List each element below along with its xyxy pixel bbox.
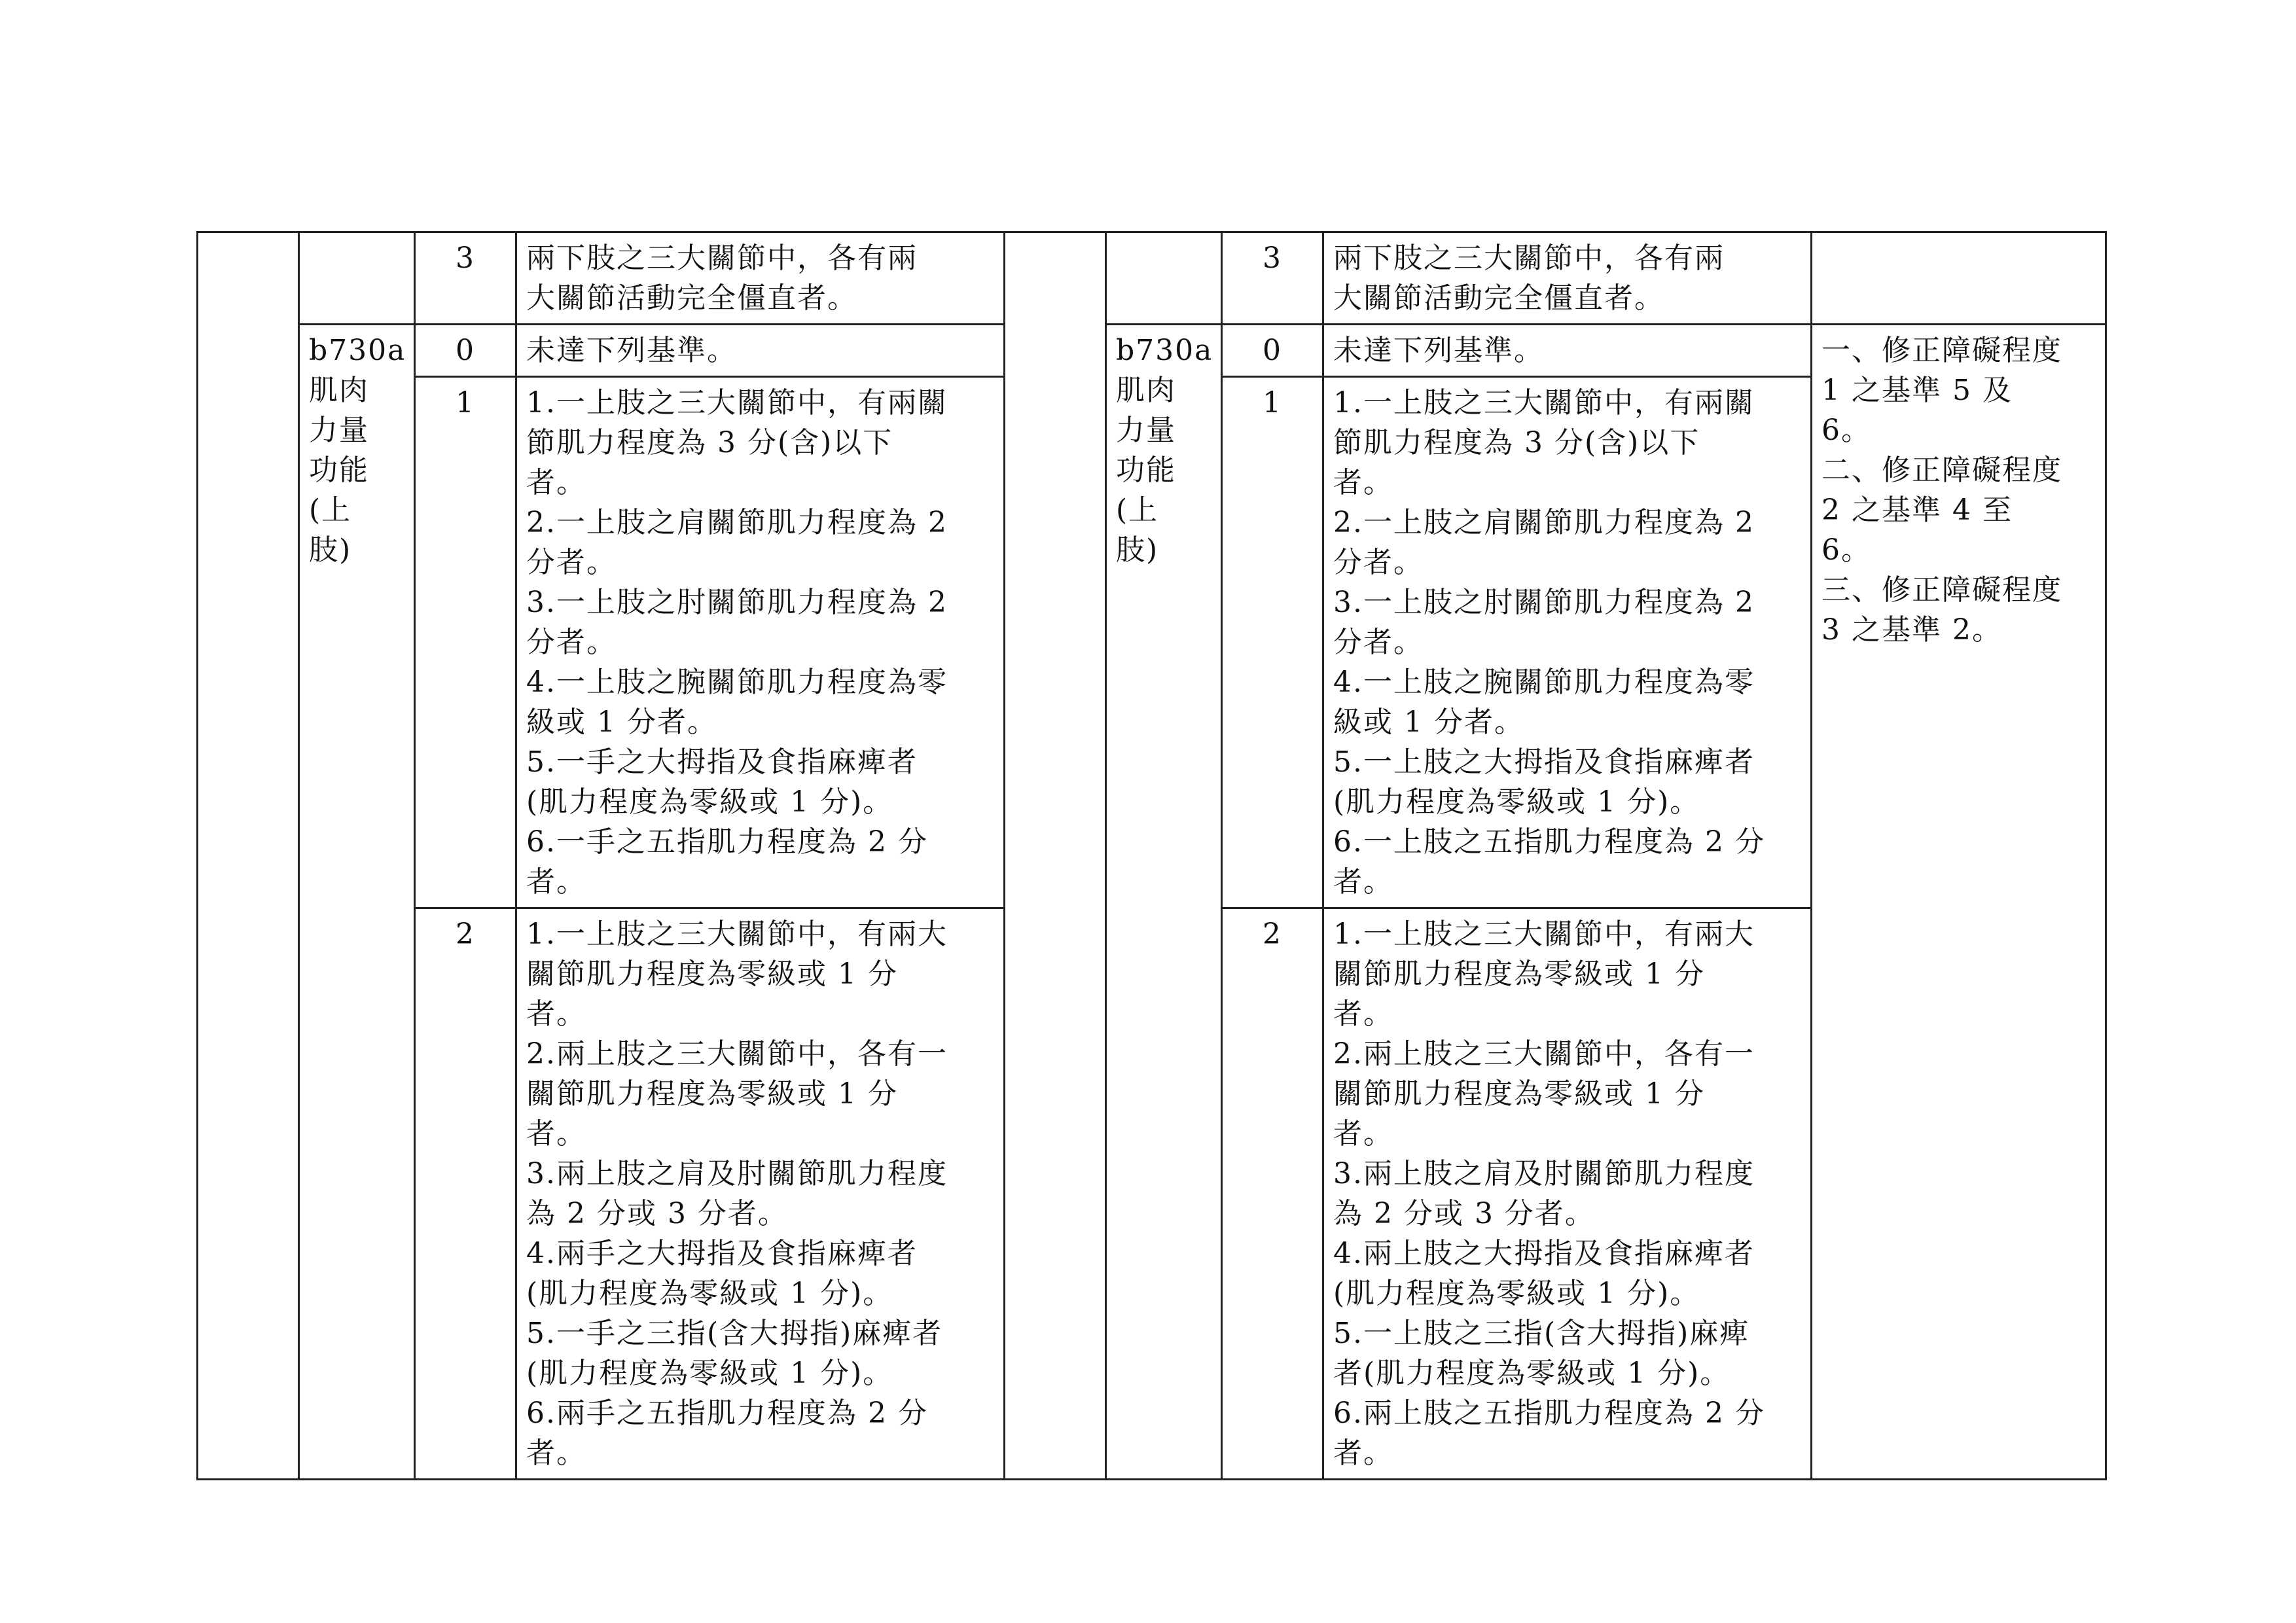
criteria-line: 為 2 分或 3 分者。 (1333, 1197, 1595, 1230)
criteria-line: 者。 (526, 466, 586, 499)
criteria-line: (肌力程度為零級或 1 分)。 (526, 785, 893, 819)
criteria-item (526, 582, 994, 662)
old-name-line: 肌肉 (309, 374, 369, 407)
regulation-comparison-table (196, 231, 2107, 1480)
new-score-2: 2 (1222, 908, 1323, 1480)
criteria-line: 者。 (526, 1436, 586, 1470)
note-line: 二、修正障礙程度 (1821, 454, 2062, 487)
new-code: b730a (1116, 334, 1213, 367)
blank-cell (1005, 232, 1106, 1480)
old-criteria-1 (516, 377, 1005, 908)
criteria-line: 3.一上肢之肘關節肌力程度為 2 (1333, 586, 1755, 619)
note-line: 6。 (1821, 533, 1871, 567)
criteria-item (1333, 1034, 1801, 1154)
new-name-line: 肢) (1116, 533, 1159, 567)
criteria-line: 分者。 (1333, 546, 1424, 579)
new-name-line: 力量 (1116, 414, 1176, 447)
criteria-line: 為 2 分或 3 分者。 (526, 1197, 788, 1230)
criteria-item (1333, 662, 1801, 742)
new-name-line: 功能 (1116, 454, 1176, 487)
old-name-line: 功能 (309, 454, 369, 487)
criteria-line: 分者。 (1333, 626, 1424, 659)
blank-cell (198, 232, 299, 1480)
criteria-line: 分者。 (526, 626, 617, 659)
criteria-item (526, 742, 994, 822)
criteria-line: 2.兩上肢之三大關節中，各有一 (526, 1037, 948, 1071)
criteria-line: 者。 (526, 997, 586, 1031)
criteria-line: 5.一上肢之三指(含大拇指)麻痺 (1333, 1317, 1750, 1350)
table-row (198, 325, 2106, 377)
criteria-line: 關節肌力程度為零級或 1 分 (526, 957, 898, 991)
criteria-line: 6.一上肢之五指肌力程度為 2 分 (1333, 825, 1765, 859)
new-code-cell (1106, 325, 1222, 1480)
criteria-item (1333, 1393, 1801, 1473)
criteria-line: 兩下肢之三大關節中，各有兩 (526, 241, 918, 275)
criteria-line: 節肌力程度為 3 分(含)以下 (1333, 426, 1700, 459)
criteria-item (526, 383, 994, 503)
note-line: 一、修正障礙程度 (1821, 334, 2062, 367)
note-line: 三、修正障礙程度 (1821, 573, 2062, 607)
criteria-line: 6.兩手之五指肌力程度為 2 分 (526, 1397, 928, 1430)
criteria-item (1333, 1313, 1801, 1393)
criteria-line: 1.一上肢之三大關節中，有兩關 (526, 386, 948, 419)
criteria-item (526, 503, 994, 582)
old-code-cell (299, 325, 415, 1480)
old-score-3: 3 (415, 232, 516, 325)
criteria-line: 關節肌力程度為零級或 1 分 (1333, 1077, 1705, 1111)
criteria-line: 關節肌力程度為零級或 1 分 (526, 1077, 898, 1111)
criteria-line: 5.一手之大拇指及食指麻痺者 (526, 745, 918, 779)
blank-cell (1106, 232, 1222, 325)
criteria-line: 者。 (526, 865, 586, 899)
criteria-line: 3.兩上肢之肩及肘關節肌力程度 (526, 1157, 948, 1190)
criteria-line: (肌力程度為零級或 1 分)。 (1333, 785, 1700, 819)
criteria-line: 4.兩手之大拇指及食指麻痺者 (526, 1237, 918, 1270)
old-score-0: 0 (415, 325, 516, 377)
old-criteria-0 (516, 325, 1005, 377)
criteria-line: 1.一上肢之三大關節中，有兩大 (526, 918, 948, 951)
old-code: b730a (309, 334, 406, 367)
criteria-line: 1.一上肢之三大關節中，有兩關 (1333, 386, 1755, 419)
criteria-item (1333, 822, 1801, 902)
criteria-item (526, 662, 994, 742)
criteria-line: 節肌力程度為 3 分(含)以下 (526, 426, 893, 459)
old-name-line: (上 (309, 493, 352, 527)
criteria-line: 級或 1 分者。 (1333, 705, 1524, 739)
criteria-item (526, 1154, 994, 1234)
old-name-line: 肢) (309, 533, 352, 567)
criteria-line: 4.一上肢之腕關節肌力程度為零 (526, 666, 948, 699)
criteria-line: 6.兩上肢之五指肌力程度為 2 分 (1333, 1397, 1765, 1430)
note-line: 6。 (1821, 414, 1871, 447)
criteria-line: 者。 (1333, 997, 1393, 1031)
criteria-item (1333, 742, 1801, 822)
criteria-item (526, 1034, 994, 1154)
criteria-item (526, 1393, 994, 1473)
criteria-line: 5.一上肢之大拇指及食指麻痺者 (1333, 745, 1755, 779)
note-line: 2 之基準 4 至 (1821, 493, 2013, 527)
new-score-1: 1 (1222, 377, 1323, 908)
criteria-line: 6.一手之五指肌力程度為 2 分 (526, 825, 928, 859)
criteria-line: 1.一上肢之三大關節中，有兩大 (1333, 918, 1755, 951)
old-name-line: 力量 (309, 414, 369, 447)
criteria-line: 2.兩上肢之三大關節中，各有一 (1333, 1037, 1755, 1071)
old-criteria-2 (516, 908, 1005, 1480)
new-criteria-2 (1323, 908, 1812, 1480)
criteria-item (526, 1313, 994, 1393)
criteria-item (526, 914, 994, 1034)
criteria-line: 者(肌力程度為零級或 1 分)。 (1333, 1357, 1731, 1390)
new-name-line: 肌肉 (1116, 374, 1176, 407)
revision-note (1821, 570, 2096, 650)
old-score-2: 2 (415, 908, 516, 1480)
criteria-line: 2.一上肢之肩關節肌力程度為 2 (1333, 506, 1755, 539)
criteria-line: 大關節活動完全僵直者。 (1333, 281, 1664, 315)
criteria-item (526, 822, 994, 902)
revision-notes-cell (1812, 325, 2106, 1480)
criteria-item (1333, 914, 1801, 1034)
revision-note (1821, 450, 2096, 570)
criteria-line: 4.一上肢之腕關節肌力程度為零 (1333, 666, 1755, 699)
criteria-line: 者。 (526, 1117, 586, 1150)
blank-note-cell (1812, 232, 2106, 325)
new-criteria-3 (1323, 232, 1812, 325)
criteria-line: (肌力程度為零級或 1 分)。 (1333, 1277, 1700, 1310)
criteria-line: 4.兩上肢之大拇指及食指麻痺者 (1333, 1237, 1755, 1270)
criteria-line: 級或 1 分者。 (526, 705, 717, 739)
criteria-line: 大關節活動完全僵直者。 (526, 281, 857, 315)
new-criteria-1 (1323, 377, 1812, 908)
old-score-1: 1 (415, 377, 516, 908)
criteria-line: 未達下列基準。 (526, 334, 737, 367)
criteria-item (1333, 383, 1801, 503)
criteria-line: 未達下列基準。 (1333, 334, 1544, 367)
new-score-0: 0 (1222, 325, 1323, 377)
blank-cell (299, 232, 415, 325)
criteria-line: 分者。 (526, 546, 617, 579)
criteria-item (526, 1234, 994, 1313)
table-row (198, 232, 2106, 325)
criteria-line: 者。 (1333, 466, 1393, 499)
note-line: 3 之基準 2。 (1821, 613, 2002, 647)
criteria-line: 關節肌力程度為零級或 1 分 (1333, 957, 1705, 991)
criteria-item (1333, 503, 1801, 582)
criteria-line: 2.一上肢之肩關節肌力程度為 2 (526, 506, 948, 539)
criteria-line: 5.一手之三指(含大拇指)麻痺者 (526, 1317, 943, 1350)
criteria-item (1333, 1154, 1801, 1234)
criteria-line: 者。 (1333, 1436, 1393, 1470)
criteria-item (1333, 582, 1801, 662)
criteria-line: 者。 (1333, 1117, 1393, 1150)
criteria-line: 者。 (1333, 865, 1393, 899)
note-line: 1 之基準 5 及 (1821, 374, 2013, 407)
old-criteria-3 (516, 232, 1005, 325)
revision-note (1821, 330, 2096, 450)
new-criteria-0 (1323, 325, 1812, 377)
new-score-3: 3 (1222, 232, 1323, 325)
criteria-line: (肌力程度為零級或 1 分)。 (526, 1357, 893, 1390)
criteria-line: 3.一上肢之肘關節肌力程度為 2 (526, 586, 948, 619)
criteria-line: 兩下肢之三大關節中，各有兩 (1333, 241, 1725, 275)
new-name-line: (上 (1116, 493, 1159, 527)
criteria-line: (肌力程度為零級或 1 分)。 (526, 1277, 893, 1310)
criteria-line: 3.兩上肢之肩及肘關節肌力程度 (1333, 1157, 1755, 1190)
criteria-item (1333, 1234, 1801, 1313)
